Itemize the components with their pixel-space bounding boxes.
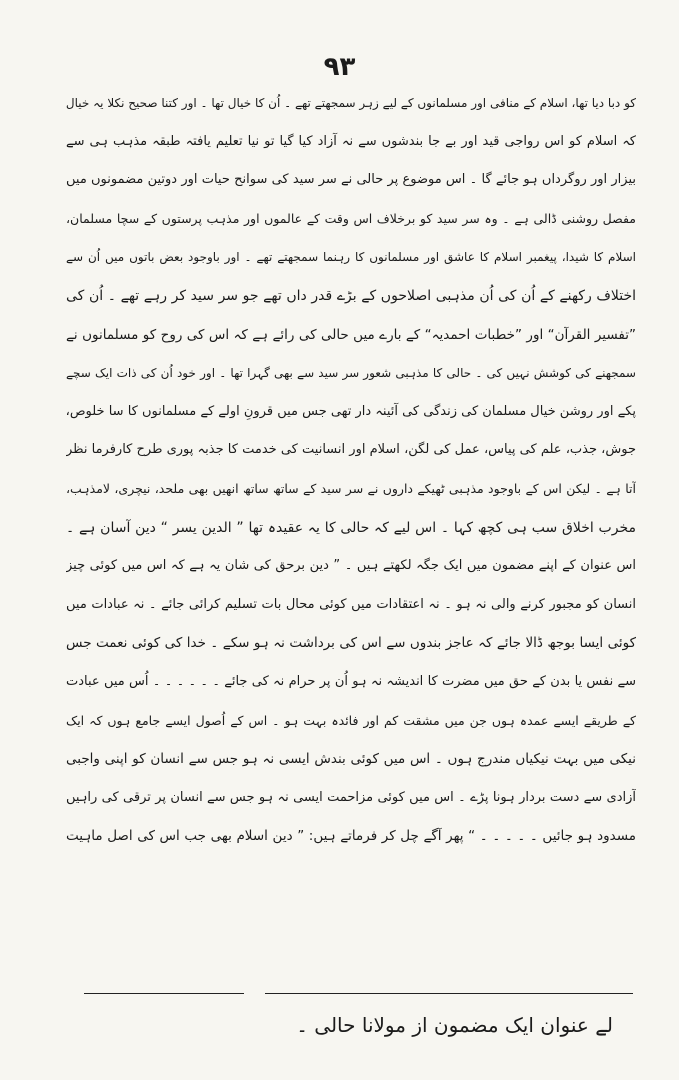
text-line: کو دبا دیا تھا، اسلام کے منافی اور مسلمانوں کے لیے زہر سمجھتے تھے ۔ اُن کا خیال تھا ۔ اور کتنا صحیح نکلا یہ خیال [66,96,636,110]
text-line: پکے اور روشن خیال مسلمان کی زندگی کی آئینہ دار تھی جس میں قرونِ اولے کے مسلمانوں کا سا خلوص، [66,403,636,419]
text-line: اس عنوان کے اپنے مضمون میں ایک جگہ لکھتے ہیں ۔ ” دین برحق کی شان یہ ہے کہ اس میں کوئی چیز [66,558,636,574]
text-line: اسلام کا شیدا، پیغمبر اسلام کا عاشق اور مسلمانوں کا رہنما سمجھتے تھے ۔ اور باوجود بعض باتوں میں اُن سے [66,250,636,265]
text-line: اختلاف رکھنے کے اُن کی اُن مذہبی اصلاحوں کے بڑے قدر داں تھے جو سر سید کر رہے تھے ۔ اُن کی [66,287,636,304]
text-line: کوئی ایسا بوجھ ڈالا جائے کہ عاجز بندوں سے اس کی برداشت نہ ہو سکے ۔ خدا کی کوئی نعمت جس [66,635,636,652]
text-line: مخرب اخلاق سب ہی کچھ کہا ۔ اس لیے کہ حالی کا یہ عقیدہ تھا ” الدین یسر “ دین آسان ہے ۔ [66,519,636,536]
text-line: بیزار اور روگرداں ہو جائے گا ۔ اس موضوع پر حالی نے سر سید کی سوانح حیات اور دوتین مضمونوں میں [66,172,636,188]
footnote-divider-left [84,993,244,994]
text-line: نیکی میں بہت نیکیاں مندرج ہوں ۔ اس میں کوئی بندش ایسی نہ ہو جس سے انسان کو اپنی واجبی [66,751,636,768]
body-text [66,84,636,856]
text-line: ”تفسیر القرآن“ اور ”خطبات احمدیہ“ کے بارے میں حالی کی رائے ہے کہ اس کی روح کو مسلمانوں نے [66,326,636,343]
text-line: جوش، جذب، علم کی پیاس، عمل کی لگن، اسلام اور انسانیت کی خدمت کا جذبہ پوری طرح کارفرما نظر [66,442,636,458]
text-line: آتا ہے ۔ لیکن اس کے باوجود مذہبی ٹھیکے داروں نے سر سید کے ساتھ ساتھ انھیں بھی ملحد، نیچری، لامذہب، [66,480,636,496]
text-line: آزادی سے دست بردار ہونا پڑے ۔ اس میں کوئی مزاحمت ایسی نہ ہو جس سے انسان پر ترقی کی راہیں [66,789,636,805]
page-number: ۹۳ [323,52,356,82]
text-line: سے نفس یا بدن کے حق میں مضرت کا اندیشہ نہ ہو اُن پر حرام نہ کی جائے ۔ ۔ ۔ ۔ ۔ ۔ اُس میں عبادت [66,673,636,689]
text-line: کہ اسلام کو اس رواجی قید اور بے جا بندشوں سے نہ آزاد کیا گیا تو نیا تعلیم یافتہ طبقہ مذہب ہی سے [66,133,636,149]
text-line: سمجھنے کی کوشش نہیں کی ۔ حالی کا مذہبی شعور سر سید سے بھی گہرا تھا ۔ اور خود اُن کی ذات ایک سچے [66,366,636,381]
footnote-divider-right [265,993,633,994]
text-line: مسدود ہو جائیں ۔ ۔ ۔ ۔ ۔ “ پھر آگے چل کر فرماتے ہیں: ” دین اسلام بھی جب اس کی اصل ماہیت [66,828,636,845]
footnote-text: عنوان ایک مضمون از مولانا حالی ۔ [296,1013,589,1037]
footnote-marker: لے [595,1013,613,1037]
text-line: مفصل روشنی ڈالی ہے ۔ وہ سر سید کو برخلاف اس وقت کے عالموں اور مذہب پرستوں کے سچا مسلمان، [66,210,636,226]
text-line: کے طریقے ایسے عمدہ ہوں جن میں مشقت کم اور فائدہ بہت ہو ۔ اس کے اُصول ایسے جامع ہوں کہ ایک [66,712,636,728]
footnote [113,1010,613,1040]
text-line: انسان کو مجبور کرنے والی نہ ہو ۔ نہ اعتقادات میں کوئی محال بات تسلیم کرائی جائے ۔ نہ عبادات میں [66,596,636,612]
